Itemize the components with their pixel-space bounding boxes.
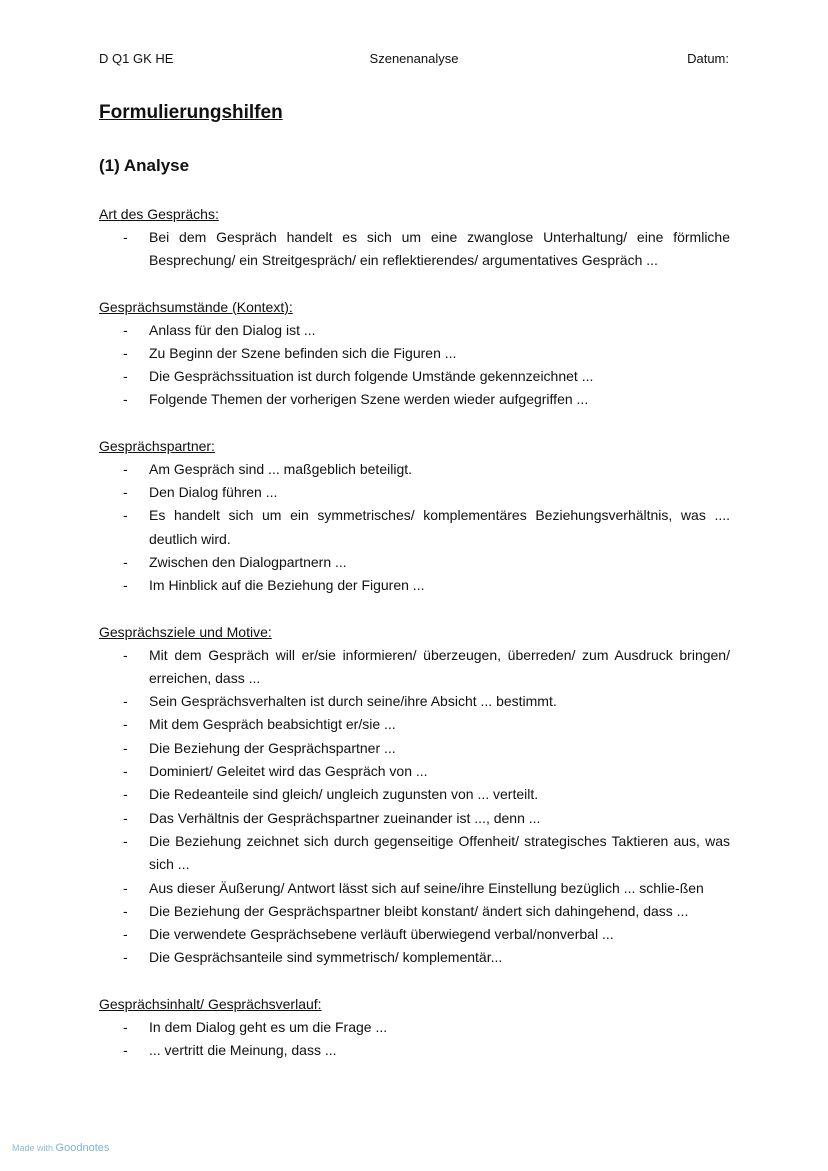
list-item — [99, 830, 730, 877]
dash-bullet: - — [123, 577, 128, 594]
list-item-text: Mit dem Gespräch beabsichtigt er/sie ... — [149, 716, 396, 733]
dash-bullet: - — [123, 1042, 128, 1059]
list-item — [99, 877, 730, 900]
list-item — [99, 458, 730, 481]
list-item-text: Bei dem Gespräch handelt es sich um eine zwanglose Unterhaltung/ eine förmliche Besprechung/ ein Streitgespräch/ ein reflektierendes/ argumentatives Gespräch ... — [149, 229, 730, 269]
list-item-text: Folgende Themen der vorherigen Szene werden wieder aufgegriffen ... — [149, 391, 589, 408]
list-item-text: Den Dialog führen ... — [149, 484, 278, 501]
dash-bullet: - — [123, 716, 128, 733]
dash-bullet: - — [123, 949, 128, 966]
page-title: Formulierungshilfen — [99, 102, 283, 123]
phrase-list — [99, 1016, 730, 1063]
dash-bullet: - — [123, 809, 128, 826]
dash-bullet: - — [123, 879, 128, 896]
dash-bullet: - — [123, 926, 128, 943]
section-heading: Gesprächsinhalt/ Gesprächsverlauf: — [99, 995, 322, 1012]
dash-bullet: - — [123, 693, 128, 710]
list-item-text: Dominiert/ Geleitet wird das Gespräch von ... — [149, 763, 428, 780]
list-item-text: In dem Dialog geht es um die Frage ... — [149, 1018, 388, 1035]
dash-bullet: - — [123, 832, 128, 849]
list-item — [99, 946, 730, 969]
badge-brand: Goodnotes — [55, 1142, 110, 1154]
list-item — [99, 574, 730, 597]
list-item-text: Am Gespräch sind ... maßgeblich beteiligt. — [149, 460, 413, 477]
section — [99, 296, 730, 412]
dash-bullet: - — [123, 391, 128, 408]
header-topic: Szenenanalyse — [369, 51, 459, 66]
dash-bullet: - — [123, 321, 128, 338]
list-item-text: ... vertritt die Meinung, dass ... — [149, 1042, 337, 1059]
content-body — [99, 203, 730, 1085]
list-item-text: Zu Beginn der Szene befinden sich die Figuren ... — [149, 344, 457, 361]
list-item — [99, 1039, 730, 1062]
list-item-text: Mit dem Gespräch will er/sie informieren/ überzeugen, überreden/ zum Ausdruck bringen/ erreichen, dass ... — [149, 646, 730, 686]
list-item-text: Die Beziehung der Gesprächspartner bleibt konstant/ ändert sich dahingehend, dass ... — [149, 902, 689, 919]
dash-bullet: - — [123, 553, 128, 570]
dash-bullet: - — [123, 786, 128, 803]
dash-bullet: - — [123, 1018, 128, 1035]
list-item — [99, 644, 730, 691]
list-item-text: Es handelt sich um ein symmetrisches/ komplementäres Beziehungsverhältnis, was .... deutlich wird. — [149, 507, 730, 547]
goodnotes-badge — [12, 1141, 109, 1155]
list-item-text: Zwischen den Dialogpartnern ... — [149, 553, 347, 570]
phrase-list — [99, 458, 730, 598]
phrase-list — [99, 644, 730, 970]
dash-bullet: - — [123, 484, 128, 501]
list-item-text: Im Hinblick auf die Beziehung der Figuren ... — [149, 577, 425, 594]
list-item — [99, 1016, 730, 1039]
badge-prefix: Made with — [12, 1143, 54, 1153]
list-item-text: Die verwendete Gesprächsebene verläuft überwiegend verbal/nonverbal ... — [149, 926, 614, 943]
list-item — [99, 690, 730, 713]
list-item-text: Sein Gesprächsverhalten ist durch seine/ihre Absicht ... bestimmt. — [149, 693, 557, 710]
dash-bullet: - — [123, 646, 128, 663]
list-item — [99, 388, 730, 411]
section-heading: Gesprächsumstände (Kontext): — [99, 298, 293, 315]
list-item-text: Die Beziehung zeichnet sich durch gegenseitige Offenheit/ strategisches Taktieren aus, was sich ... — [149, 832, 730, 873]
phrase-list — [99, 226, 730, 273]
section — [99, 203, 730, 273]
list-item — [99, 737, 730, 760]
section-heading: Gesprächsziele und Motive: — [99, 623, 272, 640]
section-heading: Gesprächspartner: — [99, 437, 215, 454]
section — [99, 435, 730, 598]
list-item — [99, 713, 730, 736]
list-item-text: Die Beziehung der Gesprächspartner ... — [149, 739, 396, 756]
list-item — [99, 504, 730, 551]
dash-bullet: - — [123, 368, 128, 385]
list-item — [99, 807, 730, 830]
list-item — [99, 900, 730, 923]
list-item — [99, 365, 730, 388]
list-item-text: Die Redeanteile sind gleich/ ungleich zugunsten von ... verteilt. — [149, 786, 539, 803]
list-item-text: Aus dieser Äußerung/ Antwort lässt sich auf seine/ihre Einstellung bezüglich ... schlie-ßen — [149, 879, 704, 896]
list-item — [99, 226, 730, 273]
header-date-label: Datum: — [687, 51, 729, 66]
dash-bullet: - — [123, 344, 128, 361]
list-item — [99, 760, 730, 783]
list-item — [99, 342, 730, 365]
list-item — [99, 319, 730, 342]
list-item — [99, 481, 730, 504]
phrase-list — [99, 319, 730, 412]
section-subtitle: (1) Analyse — [99, 156, 190, 175]
dash-bullet: - — [123, 902, 128, 919]
list-item — [99, 551, 730, 574]
section — [99, 621, 730, 970]
header-course: D Q1 GK HE — [99, 51, 174, 66]
list-item-text: Anlass für den Dialog ist ... — [149, 321, 316, 338]
section — [99, 993, 730, 1063]
dash-bullet: - — [123, 507, 128, 524]
section-heading: Art des Gesprächs: — [99, 206, 219, 222]
dash-bullet: - — [123, 460, 128, 477]
dash-bullet: - — [123, 763, 128, 780]
list-item-text: Das Verhältnis der Gesprächspartner zueinander ist ..., denn ... — [149, 809, 541, 826]
list-item — [99, 923, 730, 946]
dash-bullet: - — [123, 739, 128, 756]
dash-bullet: - — [123, 229, 128, 245]
list-item-text: Die Gesprächssituation ist durch folgende Umstände gekennzeichnet ... — [149, 368, 594, 385]
list-item — [99, 783, 730, 806]
list-item-text: Die Gesprächsanteile sind symmetrisch/ komplementär... — [149, 949, 503, 966]
